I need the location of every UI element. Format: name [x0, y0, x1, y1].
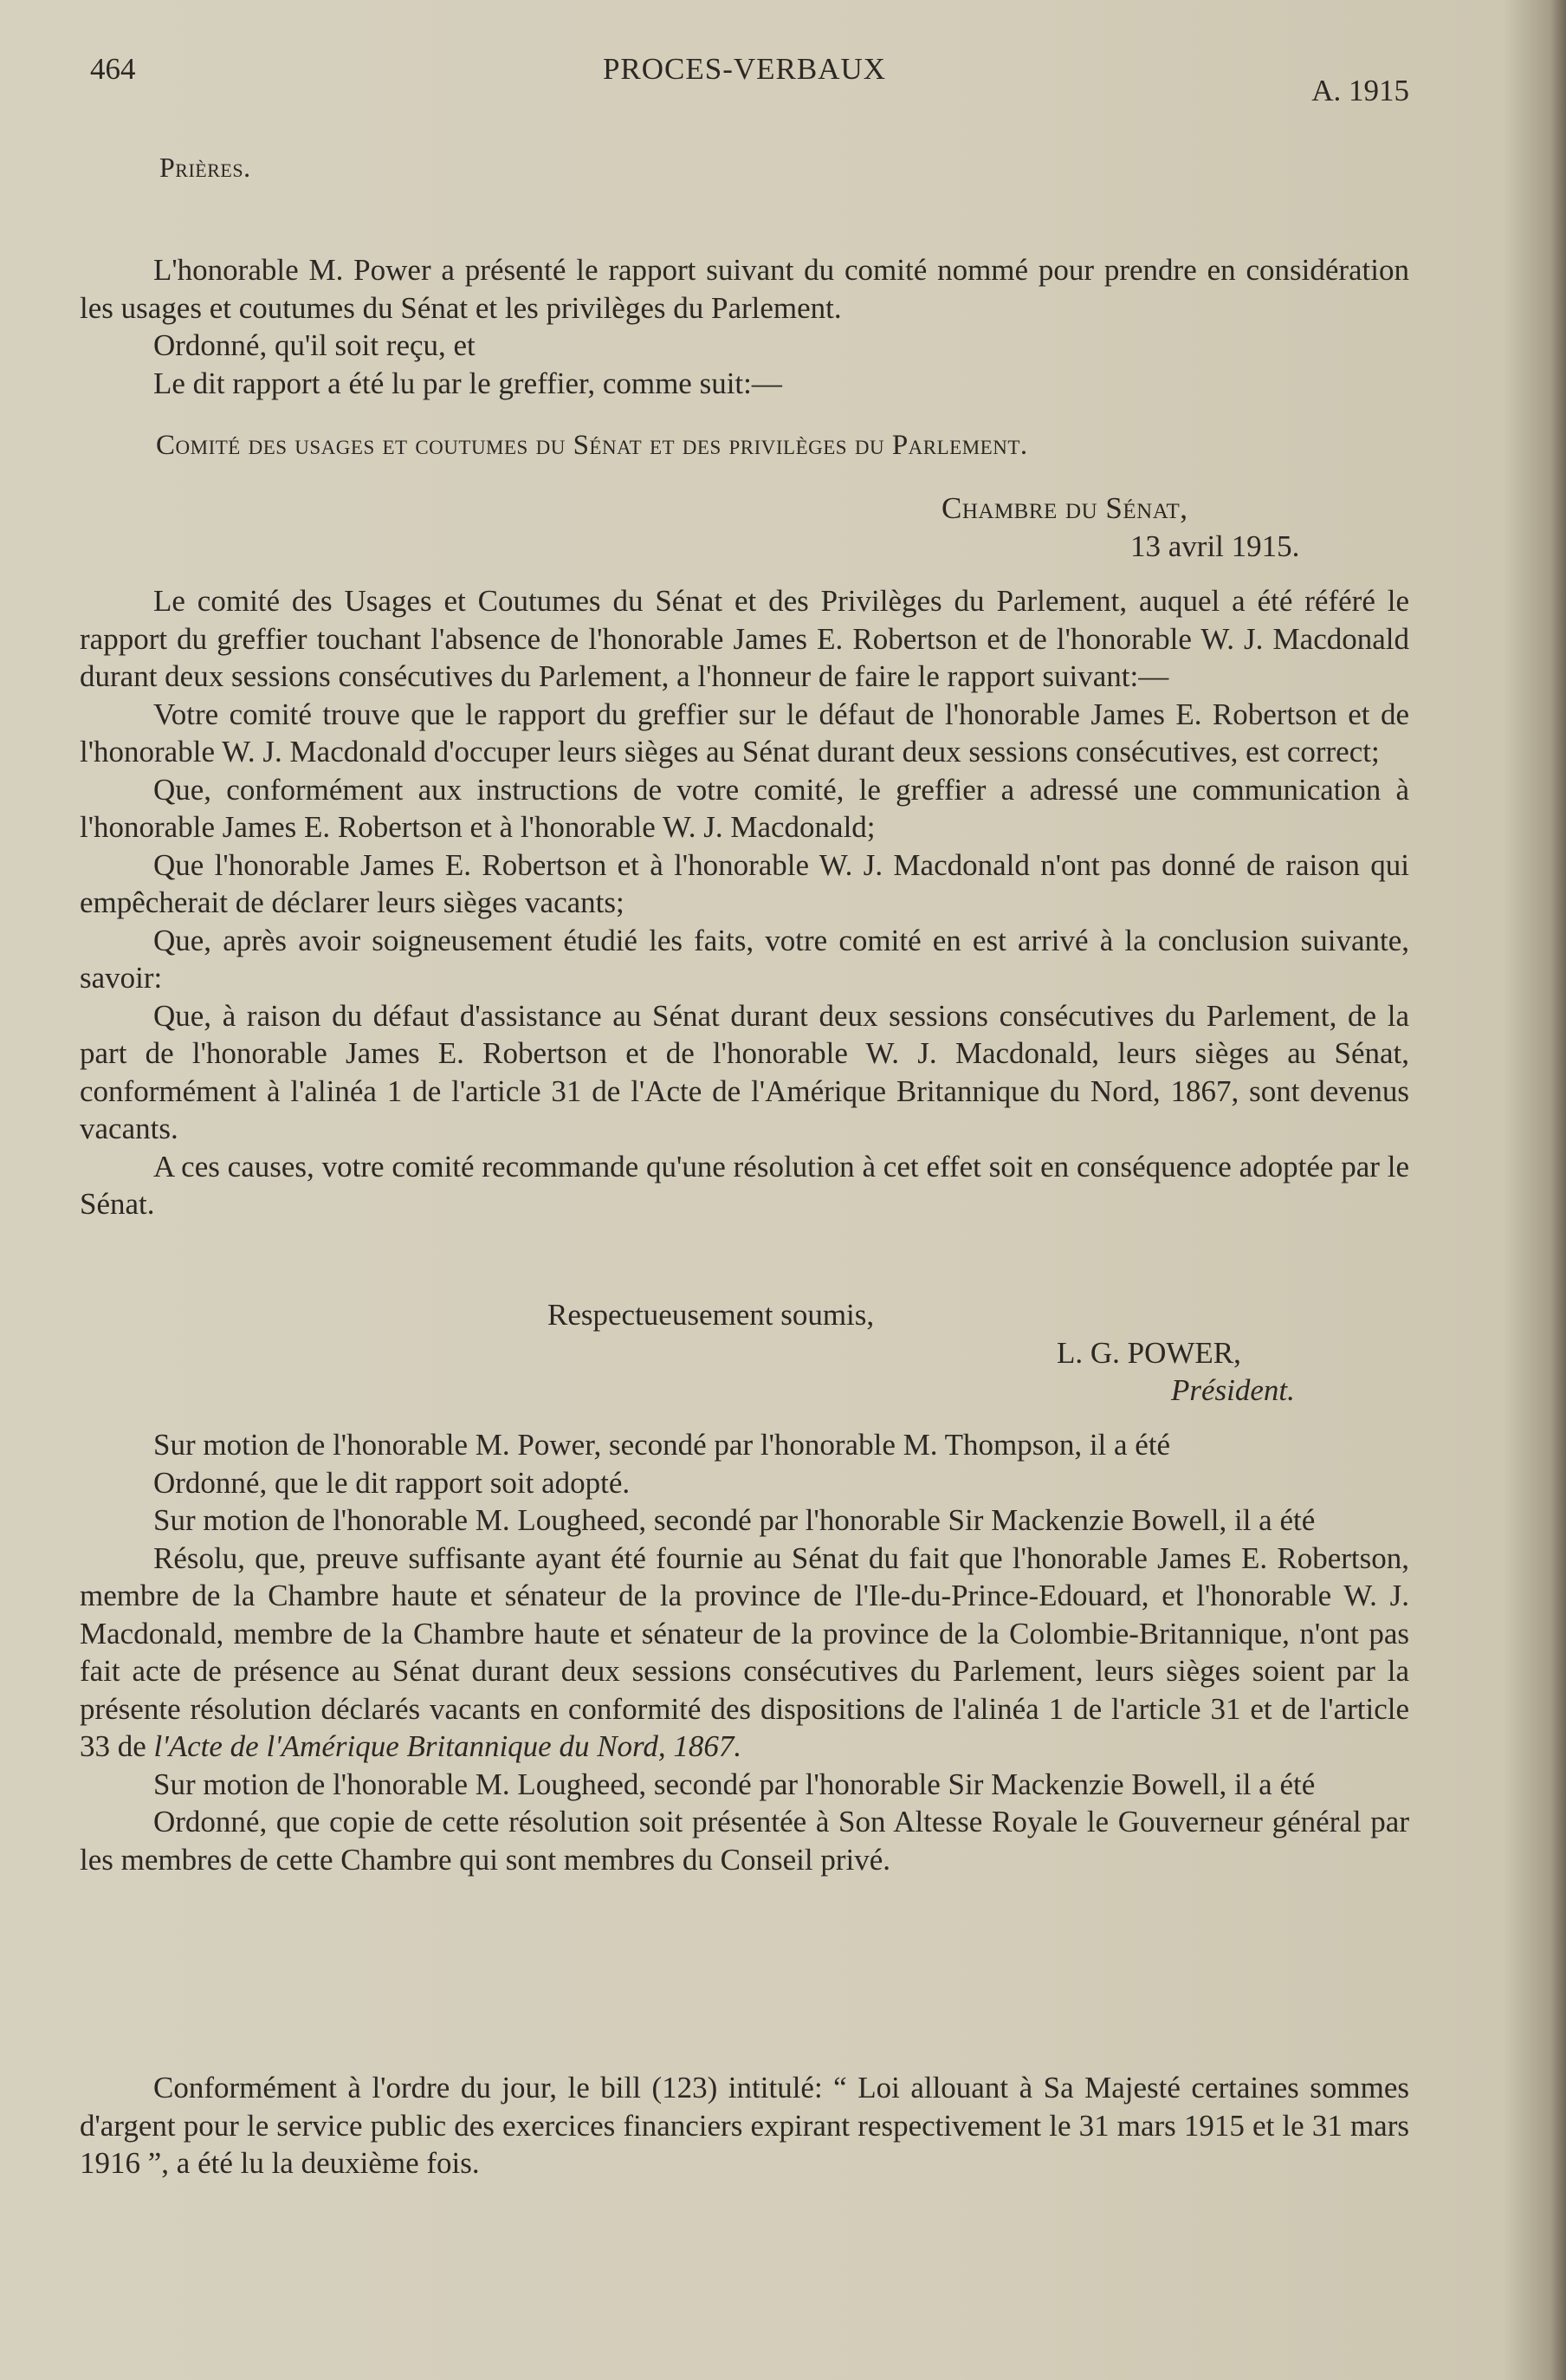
prayers-heading: Prières.	[159, 152, 251, 183]
intro-paragraph: Le dit rapport a été lu par le greffier, comme suit:—	[153, 366, 782, 400]
bill-paragraph: Conformément à l'ordre du jour, le bill (123) intitulé: “ Loi allouant à Sa Majesté certaines sommes d'argent pour le service public des exercices financiers expirant respectivement le 31 mars 1915 et le 31 mars 1916 ”, a été lu la deuxième fois.	[80, 2071, 1409, 2180]
report-paragraph: Le comité des Usages et Coutumes du Sénat et des Privilèges du Parlement, auquel a été référé le rapport du greffier touchant l'absence de l'honorable James E. Robertson et de l'honorable W. J. Macdonald durant deux sessions consécutives du Parlement, a l'honneur de faire le rapport suivant:—	[80, 584, 1409, 693]
page-header	[80, 50, 1409, 107]
resolution-paragraph	[80, 1540, 1409, 1766]
report-paragraph: Que, conformément aux instructions de votre comité, le greffier a adressé une communication à l'honorable James E. Robertson et à l'honorable W. J. Macdonald;	[80, 772, 1409, 844]
signatory-name: L. G. POWER,	[1057, 1335, 1241, 1370]
intro-paragraph: L'honorable M. Power a présenté le rapport suivant du comité nommé pour prendre en considération les usages et coutumes du Sénat et les privilèges du Parlement.	[80, 253, 1409, 325]
committee-report	[80, 582, 1409, 1223]
report-paragraph: Votre comité trouve que le rapport du greffier sur le défaut de l'honorable James E. Robertson et de l'honorable W. J. Macdonald d'occuper leurs sièges au Sénat durant deux sessions consécutives, est correct;	[80, 697, 1409, 768]
dateline-place: Chambre du Sénat,	[942, 491, 1188, 525]
resolution-act: l'Acte de l'Amérique Britannique du Nord, 1867.	[153, 1729, 742, 1763]
motion-paragraph: Ordonné, que copie de cette résolution soit présentée à Son Altesse Royale le Gouverneur général par les membres de cette Chambre qui sont membres du Conseil privé.	[80, 1805, 1409, 1877]
motion-paragraph: Sur motion de l'honorable M. Lougheed, secondé par l'honorable Sir Mackenzie Bowell, il a été	[153, 1767, 1316, 1801]
dateline	[80, 490, 1409, 565]
bill-section	[80, 2069, 1409, 2182]
motion-paragraph: Ordonné, que le dit rapport soit adopté.	[153, 1465, 631, 1500]
dateline-date: 13 avril 1915.	[1130, 529, 1300, 563]
report-paragraph: Que, après avoir soigneusement étudié les faits, votre comité en est arrivé à la conclusion suivante, savoir:	[80, 923, 1409, 995]
resolution-text: Résolu, que, preuve suffisante ayant été fournie au Sénat du fait que l'honorable James E. Robertson, membre de la Chambre haute et sénateur de la province de l'Ile-du-Prince-Edouard, et l'honorable W. J. Macdonald, membre de la Chambre haute et sénateur de la province de la Colombie-Britannique, n'ont pas fait acte de présence au Sénat durant deux sessions consécutives du Parlement, leurs sièges soient par la présente résolution déclarés vacants en conformité des dispositions de l'alinéa 1 de l'article 31 et de l'article 33 de	[80, 1540, 1409, 1763]
report-paragraph: Que, à raison du défaut d'assistance au Sénat durant deux sessions consécutives du Parlement, de la part de l'honorable James E. Robertson et de l'honorable W. J. Macdonald, leurs sièges au Sénat, conformément à l'alinéa 1 de l'article 31 de l'Acte de l'Amérique Britannique du Nord, 1867, sont devenus vacants.	[80, 998, 1409, 1145]
report-paragraph: A ces causes, votre comité recommande qu'une résolution à cet effet soit en conséquence adoptée par le Sénat.	[80, 1149, 1409, 1221]
header-year: A. 1915	[1311, 74, 1409, 107]
intro-section	[80, 251, 1409, 402]
motions-section	[80, 1426, 1409, 1878]
signatory-title: Président.	[1171, 1373, 1295, 1407]
motion-paragraph: Sur motion de l'honorable M. Lougheed, secondé par l'honorable Sir Mackenzie Bowell, il a été	[153, 1503, 1316, 1537]
closing-line: Respectueusement soumis,	[547, 1298, 875, 1332]
report-paragraph: Que l'honorable James E. Robertson et à l'honorable W. J. Macdonald n'ont pas donné de raison qui empêcherait de déclarer leurs sièges vacants;	[80, 847, 1409, 919]
intro-paragraph: Ordonné, qu'il soit reçu, et	[153, 328, 476, 362]
page-number: 464	[90, 52, 136, 86]
motion-paragraph: Sur motion de l'honorable M. Power, secondé par l'honorable M. Thompson, il a été	[153, 1428, 1171, 1462]
signature-block	[80, 1296, 1409, 1410]
running-title: PROCES-VERBAUX	[602, 52, 887, 86]
committee-title: Comité des usages et coutumes du Sénat et des privilèges du Parlement.	[156, 430, 1028, 461]
